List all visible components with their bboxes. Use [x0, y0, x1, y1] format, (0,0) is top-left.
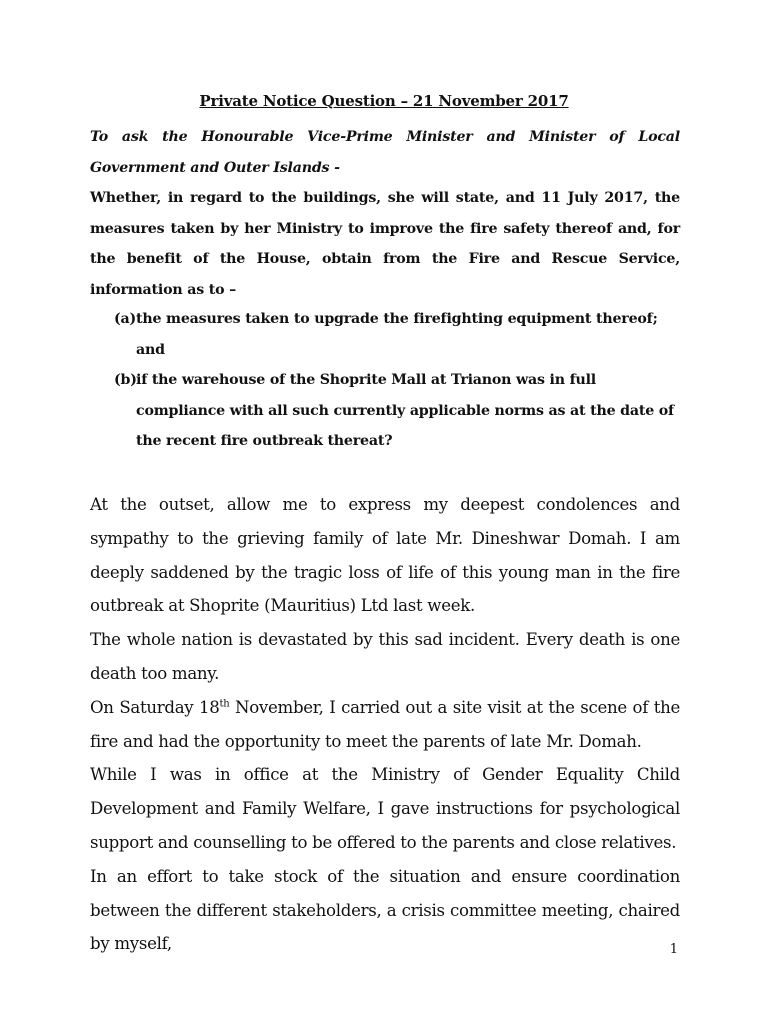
page-title: Private Notice Question – 21 November 2017 — [199, 92, 569, 110]
answer-paragraph: At the outset, allow me to express my deepest condolences and sympathy to the grieving family of late Mr. Dineshwar Domah. I am deeply saddened by the tragic loss of life of this young man in the fire outbreak at Shoprite (Mauritius) Ltd last week. — [90, 495, 680, 616]
answer-paragraph — [90, 691, 680, 759]
list-item — [114, 304, 680, 335]
list-marker: (a) — [114, 311, 137, 327]
answer-paragraph: While I was in office at the Ministry of Gender Equality Child Development and Family Welfare, I gave instructions for psychological support and counselling to be offered to the parents and close relatives. — [90, 765, 680, 852]
answer-block — [90, 488, 680, 961]
question-block — [90, 122, 680, 305]
page-number: 1 — [669, 942, 678, 957]
ordinal-suffix: th — [219, 698, 230, 710]
answer-text: On Saturday 18 — [90, 697, 220, 717]
list-item — [114, 365, 680, 457]
list-marker: (b) — [114, 372, 137, 388]
list-item-text: if the warehouse of the Shoprite Mall at Trianon was in full compliance with all such currently applicable norms as at the date of the recent fire outbreak thereat? — [136, 372, 674, 449]
question-subitems — [114, 304, 680, 457]
list-item-text: and — [136, 341, 165, 358]
answer-text: November, I carried out a site visit at the scene of the fire and had the opportunity to meet the parents of late Mr. Domah. — [90, 697, 680, 751]
answer-paragraph: The whole nation is devastated by this sad incident. Every death is one death too many. — [90, 630, 680, 683]
list-item — [114, 335, 680, 366]
question-body: Whether, in regard to the buildings, she will state, and 11 July 2017, the measures taken by her Ministry to improve the fire safety thereof and, for the benefit of the House, obtain from the Fire and Rescue Service, information as to – — [90, 190, 680, 298]
answer-paragraph: In an effort to take stock of the situation and ensure coordination between the different stakeholders, a crisis committee meeting, chaired by myself, — [90, 866, 680, 954]
list-item-text: the measures taken to upgrade the firefighting equipment thereof; — [136, 311, 658, 327]
question-intro: To ask the Honourable Vice-Prime Minister and Minister of Local Government and Outer Islands - — [90, 129, 680, 176]
